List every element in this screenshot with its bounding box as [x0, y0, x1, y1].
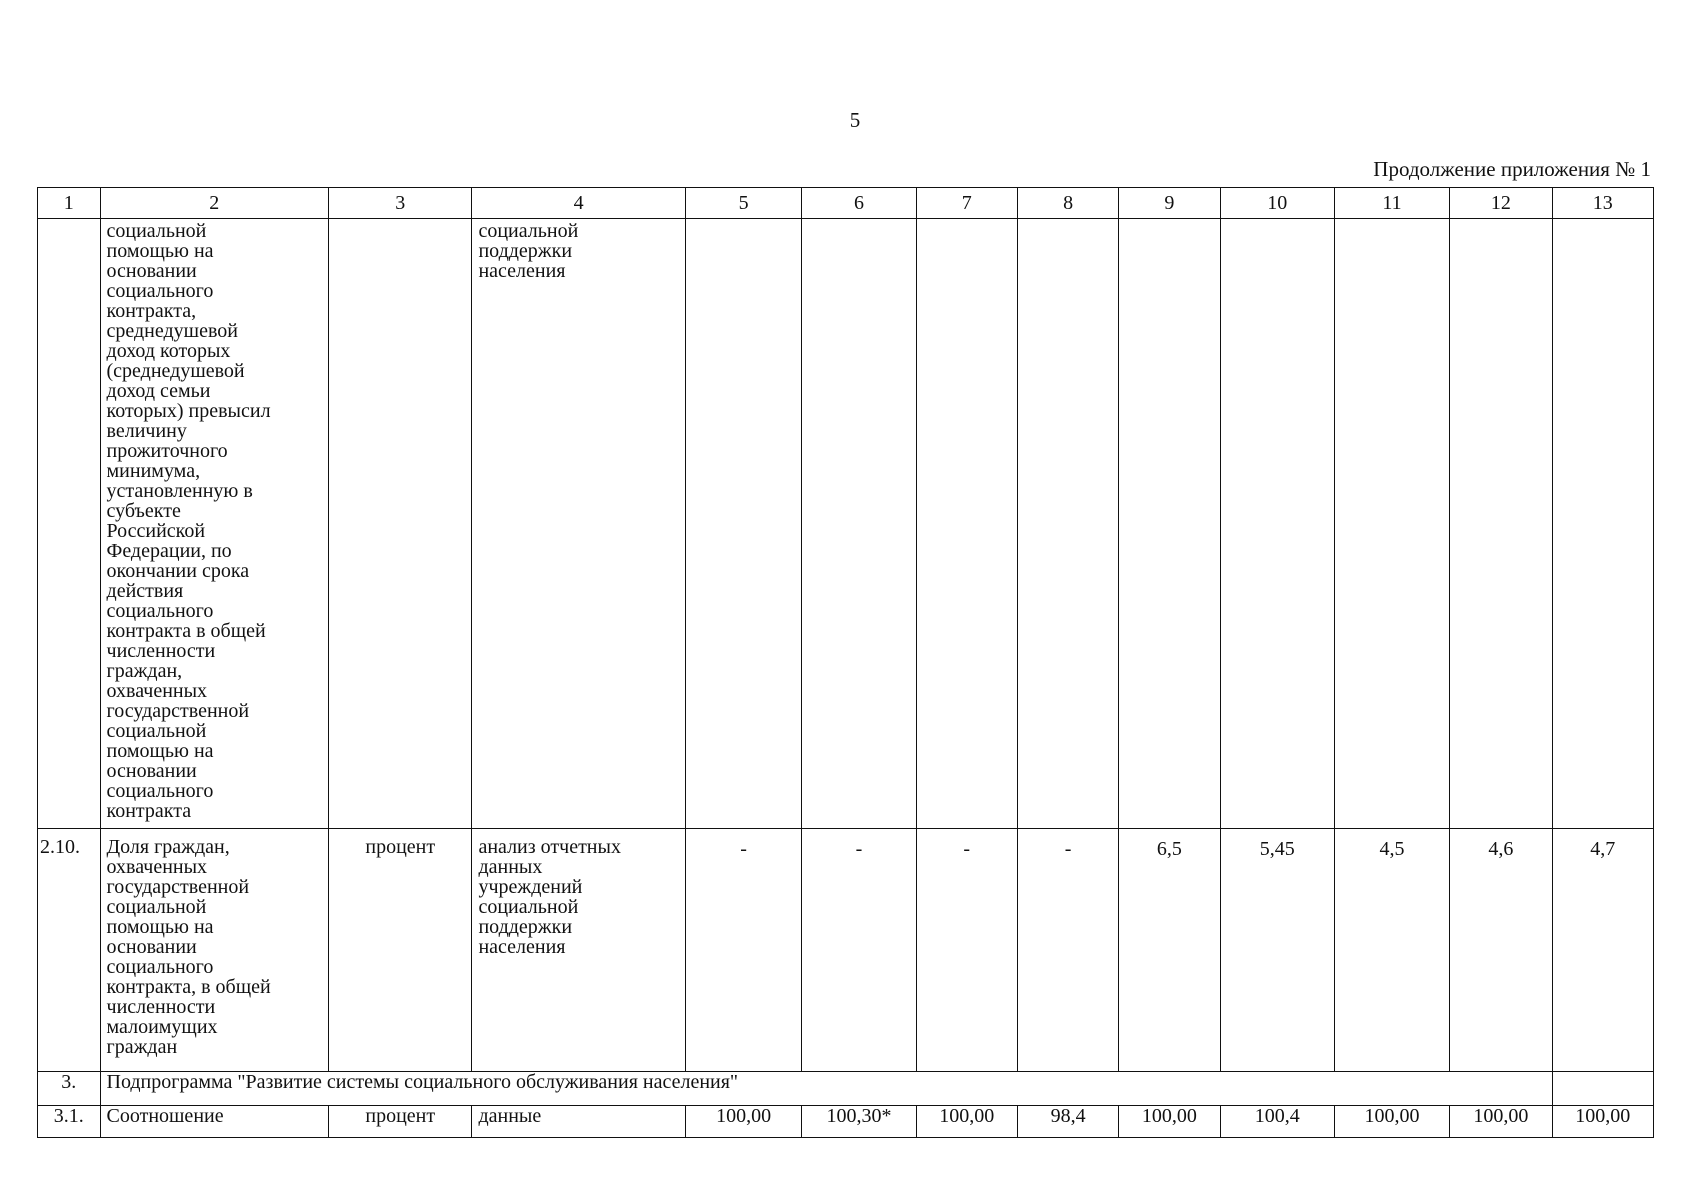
header-cell: 2	[100, 188, 329, 219]
cell-value: -	[916, 829, 1017, 1072]
cell-value	[1119, 219, 1220, 829]
header-cell: 10	[1220, 188, 1334, 219]
header-cell: 3	[329, 188, 472, 219]
indicators-table	[37, 187, 1654, 1138]
cell-value: 100,00	[1450, 1106, 1552, 1138]
header-cell: 7	[916, 188, 1017, 219]
cell-source: анализ отчетных данных учреждений социальной поддержки населения	[472, 829, 685, 1072]
cell-value: 4,6	[1450, 829, 1552, 1072]
cell-unit: процент	[329, 1106, 472, 1138]
cell-value	[802, 219, 916, 829]
header-cell: 4	[472, 188, 685, 219]
cell-value	[1552, 219, 1653, 829]
cell-value: 4,5	[1334, 829, 1449, 1072]
cell-value: 6,5	[1119, 829, 1220, 1072]
cell-value: 100,00	[1552, 1106, 1653, 1138]
table-row-3	[38, 1072, 1654, 1106]
cell-value: 98,4	[1017, 1106, 1118, 1138]
header-cell: 5	[685, 188, 801, 219]
cell-value	[1220, 219, 1334, 829]
header-cell: 9	[1119, 188, 1220, 219]
cell-value	[1017, 219, 1118, 829]
cell-indicator-name: социальной помощью на основании социального контракта, среднедушевой доход которых (среднедушевой доход семьи которых) превысил величину прожиточного минимума, установленную в субъекте Российской Федерации, по окончании срока действия социального контракта в общей численности граждан, охваченных государственной социальной помощью на основании социального контракта	[100, 219, 329, 829]
cell-source: социальной поддержки населения	[472, 219, 685, 829]
header-cell: 12	[1450, 188, 1552, 219]
cell-value	[916, 219, 1017, 829]
cell-value: -	[1017, 829, 1118, 1072]
cell-value	[1334, 219, 1449, 829]
header-cell: 13	[1552, 188, 1653, 219]
table-row-continuation	[38, 219, 1654, 829]
header-row	[38, 188, 1654, 219]
header-cell: 6	[802, 188, 916, 219]
cell-num: 3.1.	[38, 1106, 101, 1138]
cell-num: 2.10.	[38, 829, 101, 1072]
continuation-label: Продолжение приложения № 1	[1373, 157, 1651, 181]
cell-value	[685, 219, 801, 829]
cell-value: -	[802, 829, 916, 1072]
cell-value: -	[685, 829, 801, 1072]
cell-source: данные	[472, 1106, 685, 1138]
cell-indicator-name: Соотношение	[100, 1106, 329, 1138]
cell-value	[1552, 1072, 1653, 1106]
cell-indicator-name: Доля граждан, охваченных государственной социальной помощью на основании социального контракта, в общей численности малоимущих граждан	[100, 829, 329, 1072]
table-row-3-1	[38, 1106, 1654, 1138]
cell-value: 100,00	[1119, 1106, 1220, 1138]
cell-num: 3.	[38, 1072, 101, 1106]
cell-value: 4,7	[1552, 829, 1653, 1072]
cell-subprogram-title: Подпрограмма "Развитие системы социального обслуживания населения"	[100, 1072, 1552, 1106]
cell-value: 100,4	[1220, 1106, 1334, 1138]
cell-unit	[329, 219, 472, 829]
header-cell: 8	[1017, 188, 1118, 219]
cell-value: 100,30*	[802, 1106, 916, 1138]
cell-value: 100,00	[916, 1106, 1017, 1138]
cell-value: 5,45	[1220, 829, 1334, 1072]
header-cell: 11	[1334, 188, 1449, 219]
header-cell: 1	[38, 188, 101, 219]
cell-unit: процент	[329, 829, 472, 1072]
cell-value: 100,00	[1334, 1106, 1449, 1138]
page-number: 5	[849, 108, 861, 132]
cell-value: 100,00	[685, 1106, 801, 1138]
cell-num	[38, 219, 101, 829]
cell-value	[1450, 219, 1552, 829]
table-row-2-10	[38, 829, 1654, 1072]
